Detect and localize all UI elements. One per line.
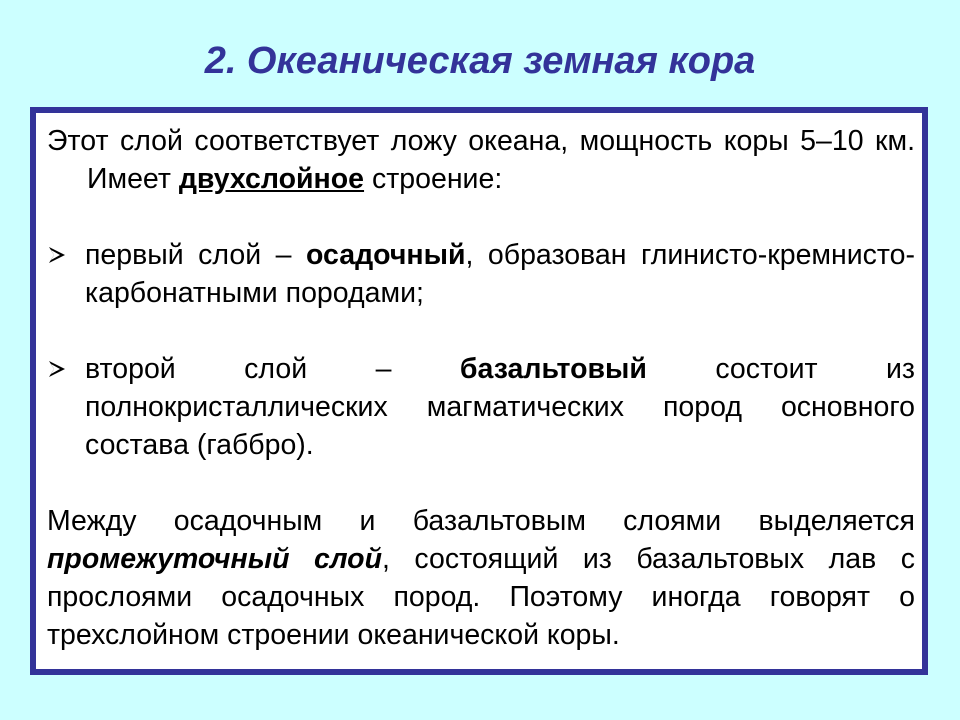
closing-paragraph: [47, 502, 915, 654]
spacer: [47, 198, 915, 236]
slide-title: 2. Океаническая земная кора: [204, 40, 756, 82]
closing-emphasis: промежуточный слой: [47, 543, 383, 575]
content-box: [30, 107, 928, 675]
bullet-text-before: второй слой –: [85, 353, 460, 385]
intro-emphasis: двухслойное: [178, 163, 365, 195]
spacer: [47, 464, 915, 502]
spacer: [47, 312, 915, 350]
intro-paragraph: [47, 122, 915, 198]
bullet-text-after: состоит из полнокристаллических магматических пород основного состава (габбро).: [85, 353, 915, 461]
arrow-bullet-icon: [48, 246, 66, 264]
bullet-item: [47, 350, 915, 464]
arrow-bullet-icon: [48, 360, 66, 378]
bullet-emphasis: осадочный: [305, 239, 466, 271]
content-text: [47, 122, 915, 654]
closing-text-before: Между осадочным и базальтовым слоями выделяется: [47, 505, 915, 537]
closing-text-after: , состоящий из базальтовых лав с прослоями осадочных пород. Поэтому иногда говорят о трехслойном строении океанической коры.: [47, 543, 915, 651]
bullet-emphasis: базальтовый: [459, 353, 647, 385]
bullet-text-before: первый слой –: [85, 239, 306, 271]
intro-text-before: Этот слой соответствует ложу океана, мощность коры 5–10 км. Имеет: [47, 125, 915, 195]
bullet-text-after: , образован глинисто-кремнисто-карбонатными породами;: [85, 239, 915, 309]
bullet-item: [47, 236, 915, 312]
intro-text-after: строение:: [364, 163, 503, 195]
